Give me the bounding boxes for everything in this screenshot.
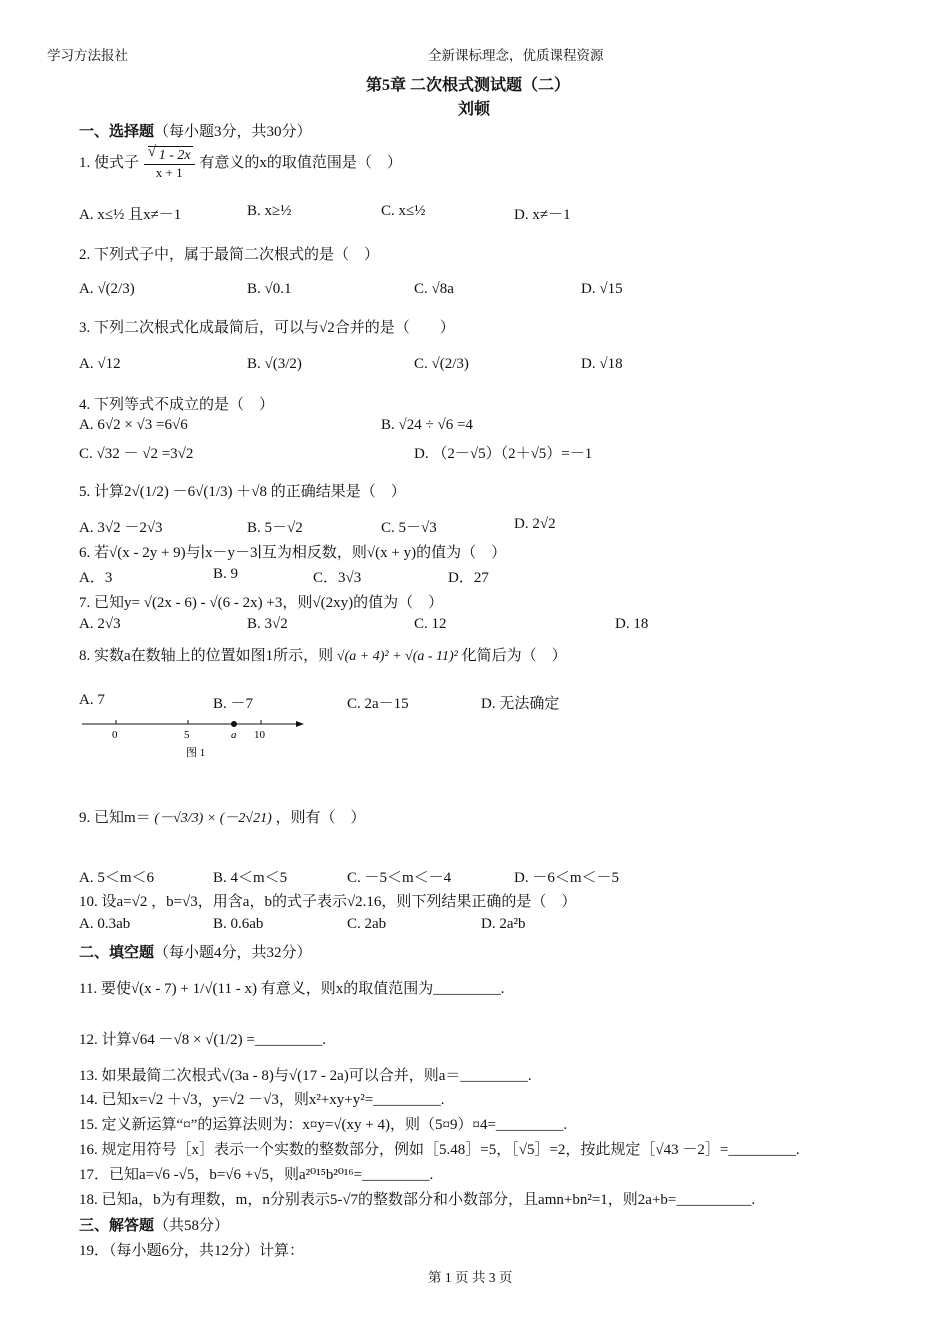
- q2-option-d: D. √15: [581, 281, 623, 297]
- q6-option-a: A．3: [79, 570, 113, 586]
- q3-option-a: A. √12: [79, 356, 121, 372]
- question-11: 11. 要使√(x - 7) + 1/√(11 - x) 有意义，则x的取值范围为_________.: [79, 981, 505, 997]
- figure-caption: 图 1: [186, 747, 206, 759]
- q5-option-c: C. 5－√3: [381, 520, 437, 536]
- question-9: 9. 已知m＝ (－√3/3) × (－2√21) ，则有（ ）: [79, 810, 366, 826]
- q8-option-d: D. 无法确定: [481, 696, 560, 712]
- q8-option-a: A. 7: [79, 692, 105, 708]
- header-right: 全新课标理念，优质课程资源: [428, 48, 604, 63]
- q7-option-b: B. 3√2: [247, 616, 288, 632]
- q1-option-b: B. x≥½: [247, 203, 292, 219]
- axis-label-a: a: [231, 729, 237, 741]
- question-15: 15. 定义新运算“¤”的运算法则为：x¤y=√(xy + 4)，则（5¤9）¤4=_________.: [79, 1117, 568, 1133]
- question-5: 5. 计算2√(1/2) －6√(1/3) ＋√8 的正确结果是（ ）: [79, 484, 406, 500]
- q4-option-c: C. √32 － √2 =3√2: [79, 446, 194, 462]
- q7-option-c: C. 12: [414, 616, 447, 632]
- question-3: 3. 下列二次根式化成最简后，可以与√2合并的是（ ）: [79, 320, 455, 336]
- q10-option-c: C. 2ab: [347, 916, 387, 932]
- q3-option-d: D. √18: [581, 356, 623, 372]
- page-title: 第5章 二次根式测试题（二）: [366, 77, 571, 94]
- axis-label-5: 5: [184, 729, 190, 741]
- question-19: 19．（每小题6分，共12分）计算：: [79, 1243, 305, 1259]
- question-2: 2. 下列式子中，属于最简二次根式的是（ ）: [79, 247, 380, 263]
- q10-option-a: A. 0.3ab: [79, 916, 131, 932]
- q1-option-a: A. x≤½ 且x≠－1: [79, 207, 182, 223]
- page-footer: 第 1 页 共 3 页: [428, 1270, 513, 1285]
- number-line-figure: [78, 712, 313, 762]
- q5-option-d: D. 2√2: [514, 516, 556, 532]
- q4-option-a: A. 6√2 × √3 =6√6: [79, 417, 188, 433]
- q8-option-c: C. 2a－15: [347, 696, 409, 712]
- axis-label-10: 10: [254, 729, 265, 741]
- q10-option-b: B. 0.6ab: [213, 916, 264, 932]
- q6-option-d: D．27: [448, 570, 489, 586]
- point-a: [231, 721, 237, 727]
- q4-option-b: B. √24 ÷ √6 =4: [381, 417, 473, 433]
- question-8: 8. 实数a在数轴上的位置如图1所示，则 √(a + 4)² + √(a - 11)² 化简后为（ ）: [79, 648, 567, 664]
- q4-option-d: D. （2－√5）（2＋√5）=－1: [414, 446, 593, 462]
- q6-option-b: B. 9: [213, 566, 239, 582]
- q10-option-d: D. 2a²b: [481, 916, 526, 932]
- question-16: 16. 规定用符号［x］表示一个实数的整数部分，例如［5.48］=5，［√5］=2，按此规定［√43 －2］=_________.: [79, 1142, 800, 1158]
- q7-option-a: A. 2√3: [79, 616, 121, 632]
- q8-option-b: B. －7: [213, 696, 254, 712]
- q3-option-c: C. √(2/3): [414, 356, 469, 372]
- question-7: 7. 已知y= √(2x - 6) - √(6 - 2x) +3，则√(2xy)的值为（ ）: [79, 595, 444, 611]
- q2-option-c: C. √8a: [414, 281, 454, 297]
- question-18: 18. 已知a，b为有理数，m，n分别表示5-√7的整数部分和小数部分，且amn+bn²=1，则2a+b=__________.: [79, 1192, 756, 1208]
- arrow-icon: [296, 721, 304, 727]
- q9-option-b: B. 4＜m＜5: [213, 870, 288, 886]
- section-2-heading: 二、填空题（每小题4分，共32分）: [79, 945, 312, 961]
- section-3-heading: 三、解答题（共58分）: [79, 1218, 230, 1234]
- q1-option-c: C. x≤½: [381, 203, 426, 219]
- q3-option-b: B. √(3/2): [247, 356, 302, 372]
- question-12: 12. 计算√64 －√8 × √(1/2) =_________.: [79, 1032, 327, 1048]
- question-6: 6. 若√(x - 2y + 9)与∣x－y－3∣互为相反数，则√(x + y)的值为（ ）: [79, 545, 507, 561]
- header-left: 学习方法报社: [47, 48, 128, 63]
- q6-option-c: C．3√3: [313, 570, 362, 586]
- q2-option-b: B. √0.1: [247, 281, 292, 297]
- q5-option-b: B. 5－√2: [247, 520, 303, 536]
- q1-option-d: D. x≠－1: [514, 207, 571, 223]
- question-1: 1. 使式子 √ $\frac{1 - 2x}{x + 1}$ 有意义的x的取值范围是（ ）: [79, 146, 402, 181]
- q9-option-c: C. －5＜m＜－4: [347, 870, 452, 886]
- q1-fraction: √ $\frac{1 - 2x}{x + 1}$: [144, 146, 195, 181]
- q5-option-a: A. 3√2 －2√3: [79, 520, 163, 536]
- question-13: 13. 如果最简二次根式√(3a - 8)与√(17 - 2a)可以合并，则a＝_________.: [79, 1068, 532, 1084]
- q9-option-d: D. －6＜m＜－5: [514, 870, 620, 886]
- axis-label-0: 0: [112, 729, 118, 741]
- q2-option-a: A. √(2/3): [79, 281, 135, 297]
- q9-option-a: A. 5＜m＜6: [79, 870, 155, 886]
- author: 刘顿: [458, 101, 491, 118]
- section-1-heading: 一、选择题（每小题3分，共30分）: [79, 124, 312, 140]
- question-14: 14. 已知x=√2 ＋√3，y=√2 －√3，则x²+xy+y²=_________.: [79, 1092, 445, 1108]
- question-10: 10. 设a=√2 ，b=√3，用含a，b的式子表示√2.16，则下列结果正确的是（ ）: [79, 894, 577, 910]
- question-4: 4. 下列等式不成立的是（ ）: [79, 397, 275, 413]
- question-17: 17．已知a=√6 -√5，b=√6 +√5，则a²⁰¹⁵b²⁰¹⁶=_________.: [79, 1167, 434, 1183]
- q7-option-d: D. 18: [615, 616, 649, 632]
